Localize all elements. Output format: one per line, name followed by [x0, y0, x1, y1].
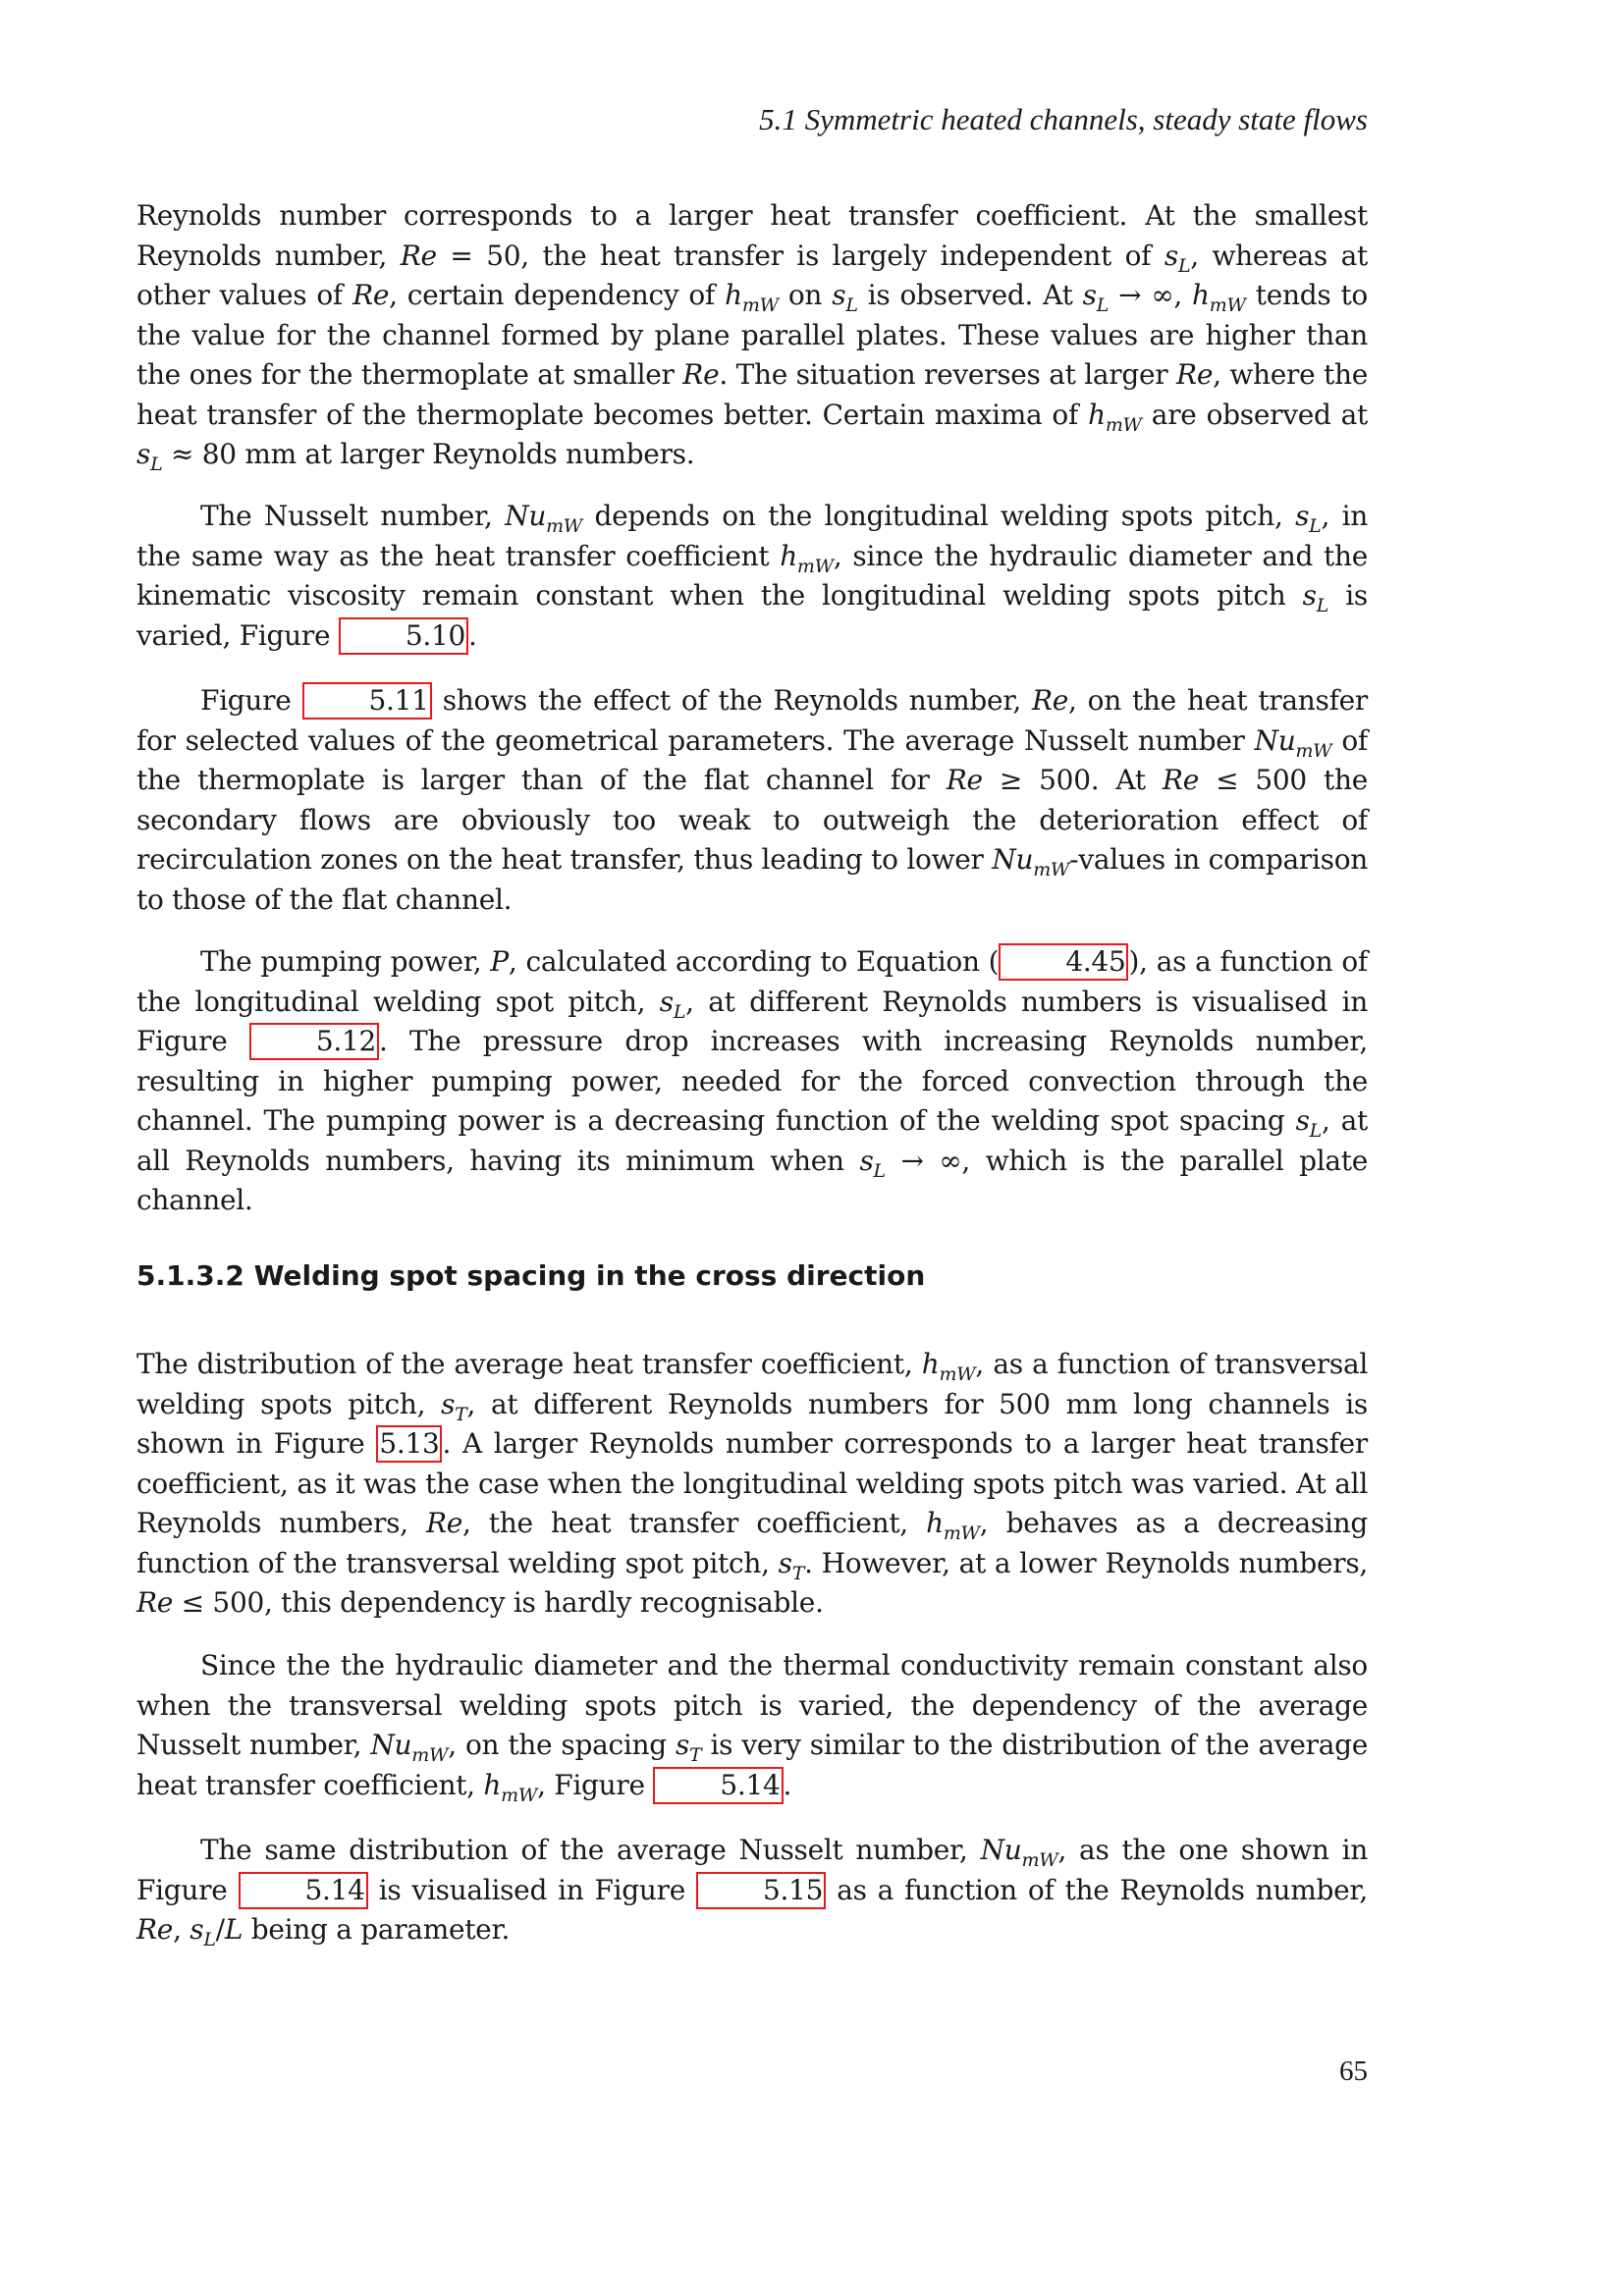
figure-5-11-link[interactable]: 5.11	[302, 682, 432, 720]
figure-5-12-link[interactable]: 5.12	[249, 1023, 379, 1060]
running-head: 5.1 Symmetric heated channels, steady state flows	[759, 102, 1368, 136]
figure-5-14-link[interactable]: 5.14	[653, 1767, 783, 1804]
section-heading: 5.1.3.2 Welding spot spacing in the cross direction	[136, 1259, 926, 1292]
paragraph-5: The distribution of the average heat transfer coefficient, $h_{mW}$, as a function of transversal welding spots pitch, $s_T$, at different Reynolds numbers for 500 mm long channels is shown in Figure 5.13 . A larger Reynolds number corresponds to a larger heat transfer coefficient, as it was the case when the longitudinal welding spots pitch was varied. At all Reynolds numbers, Re, the heat transfer coefficient, $h_{mW}$, behaves as a decreasing function of the transversal welding spot pitch, $s_T$. However, at a lower Reynolds numbers, Re ≤ 500, this dependency is hardly recognisable.	[136, 1348, 1369, 1619]
paragraph-4: The pumping power, P, calculated according to Equation ( 4.45 ), as a function of the longitudinal welding spot pitch, $s_L$, at different Reynolds numbers is visualised in Figure 5.12 . The pressure drop increases with increasing Reynolds number, resulting in higher pumping power, needed for the forced convection through the channel. The pumping power is a decreasing function of the welding spot spacing $s_L$, at all Reynolds numbers, having its minimum when $s_L$ → ∞, which is the parallel plate channel.	[136, 945, 1369, 1216]
equation-4-45-link[interactable]: 4.45	[999, 943, 1128, 981]
document-page	[136, 0, 1368, 2296]
page-number: 65	[1339, 2056, 1368, 2087]
figure-5-13-link[interactable]: 5.13	[376, 1425, 442, 1463]
paragraph-2: The Nusselt number, $Nu_{mW}$ depends on the longitudinal welding spots pitch, $s_L$, in the same way as the heat transfer coefficient $h_{mW}$, since the hydraulic diameter and the kinematic viscosity remain constant when the longitudinal welding spots pitch $s_L$ is varied, Figure 5.10 .	[136, 497, 1368, 656]
paragraph-3: Figure 5.11 shows the effect of the Reynolds number, Re, on the heat transfer for selected values of the geometrical parameters. The average Nusselt number $Nu_{mW}$ of the thermoplate is larger than of the flat channel for Re ≥ 500. At Re ≤ 500 the secondary flows are obviously too weak to outweigh the deterioration effect of recirculation zones on the heat transfer, thus leading to lower $Nu_{mW}$-values in comparison to those of the flat channel.	[136, 684, 1368, 916]
figure-5-14-link-2[interactable]: 5.14	[239, 1872, 368, 1909]
figure-5-10-link[interactable]: 5.10	[339, 617, 468, 655]
figure-5-15-link[interactable]: 5.15	[696, 1872, 826, 1909]
paragraph-1: Reynolds number corresponds to a larger heat transfer coefficient. At the smallest Reynolds number, Re = 50, the heat transfer is largely independent of $s_L$, whereas at other values of Re, certain dependency of $h_{mW}$ on $s_L$ is observed. At $s_L$ → ∞, $h_{mW}$ tends to the value for the channel formed by plane parallel plates. These values are higher than the ones for the thermoplate at smaller Re. The situation reverses at larger Re, where the heat transfer of the thermoplate becomes better. Certain maxima of $h_{mW}$ are observed at $s_L \approx 80$ mm at larger Reynolds numbers.	[136, 199, 1368, 475]
paragraph-6: Since the the hydraulic diameter and the thermal conductivity remain constant also when the transversal welding spots pitch is varied, the dependency of the average Nusselt number, $Nu_{mW}$, on the spacing $s_T$ is very similar to the distribution of the average heat transfer coefficient, $h_{mW}$, Figure 5.14 .	[136, 1649, 1368, 1806]
paragraph-7: The same distribution of the average Nusselt number, $Nu_{mW}$, as the one shown in Figure 5.14 is visualised in Figure 5.15 as a function of the Reynolds number, Re, $s_L/L$ being a parameter.	[136, 1834, 1369, 1950]
